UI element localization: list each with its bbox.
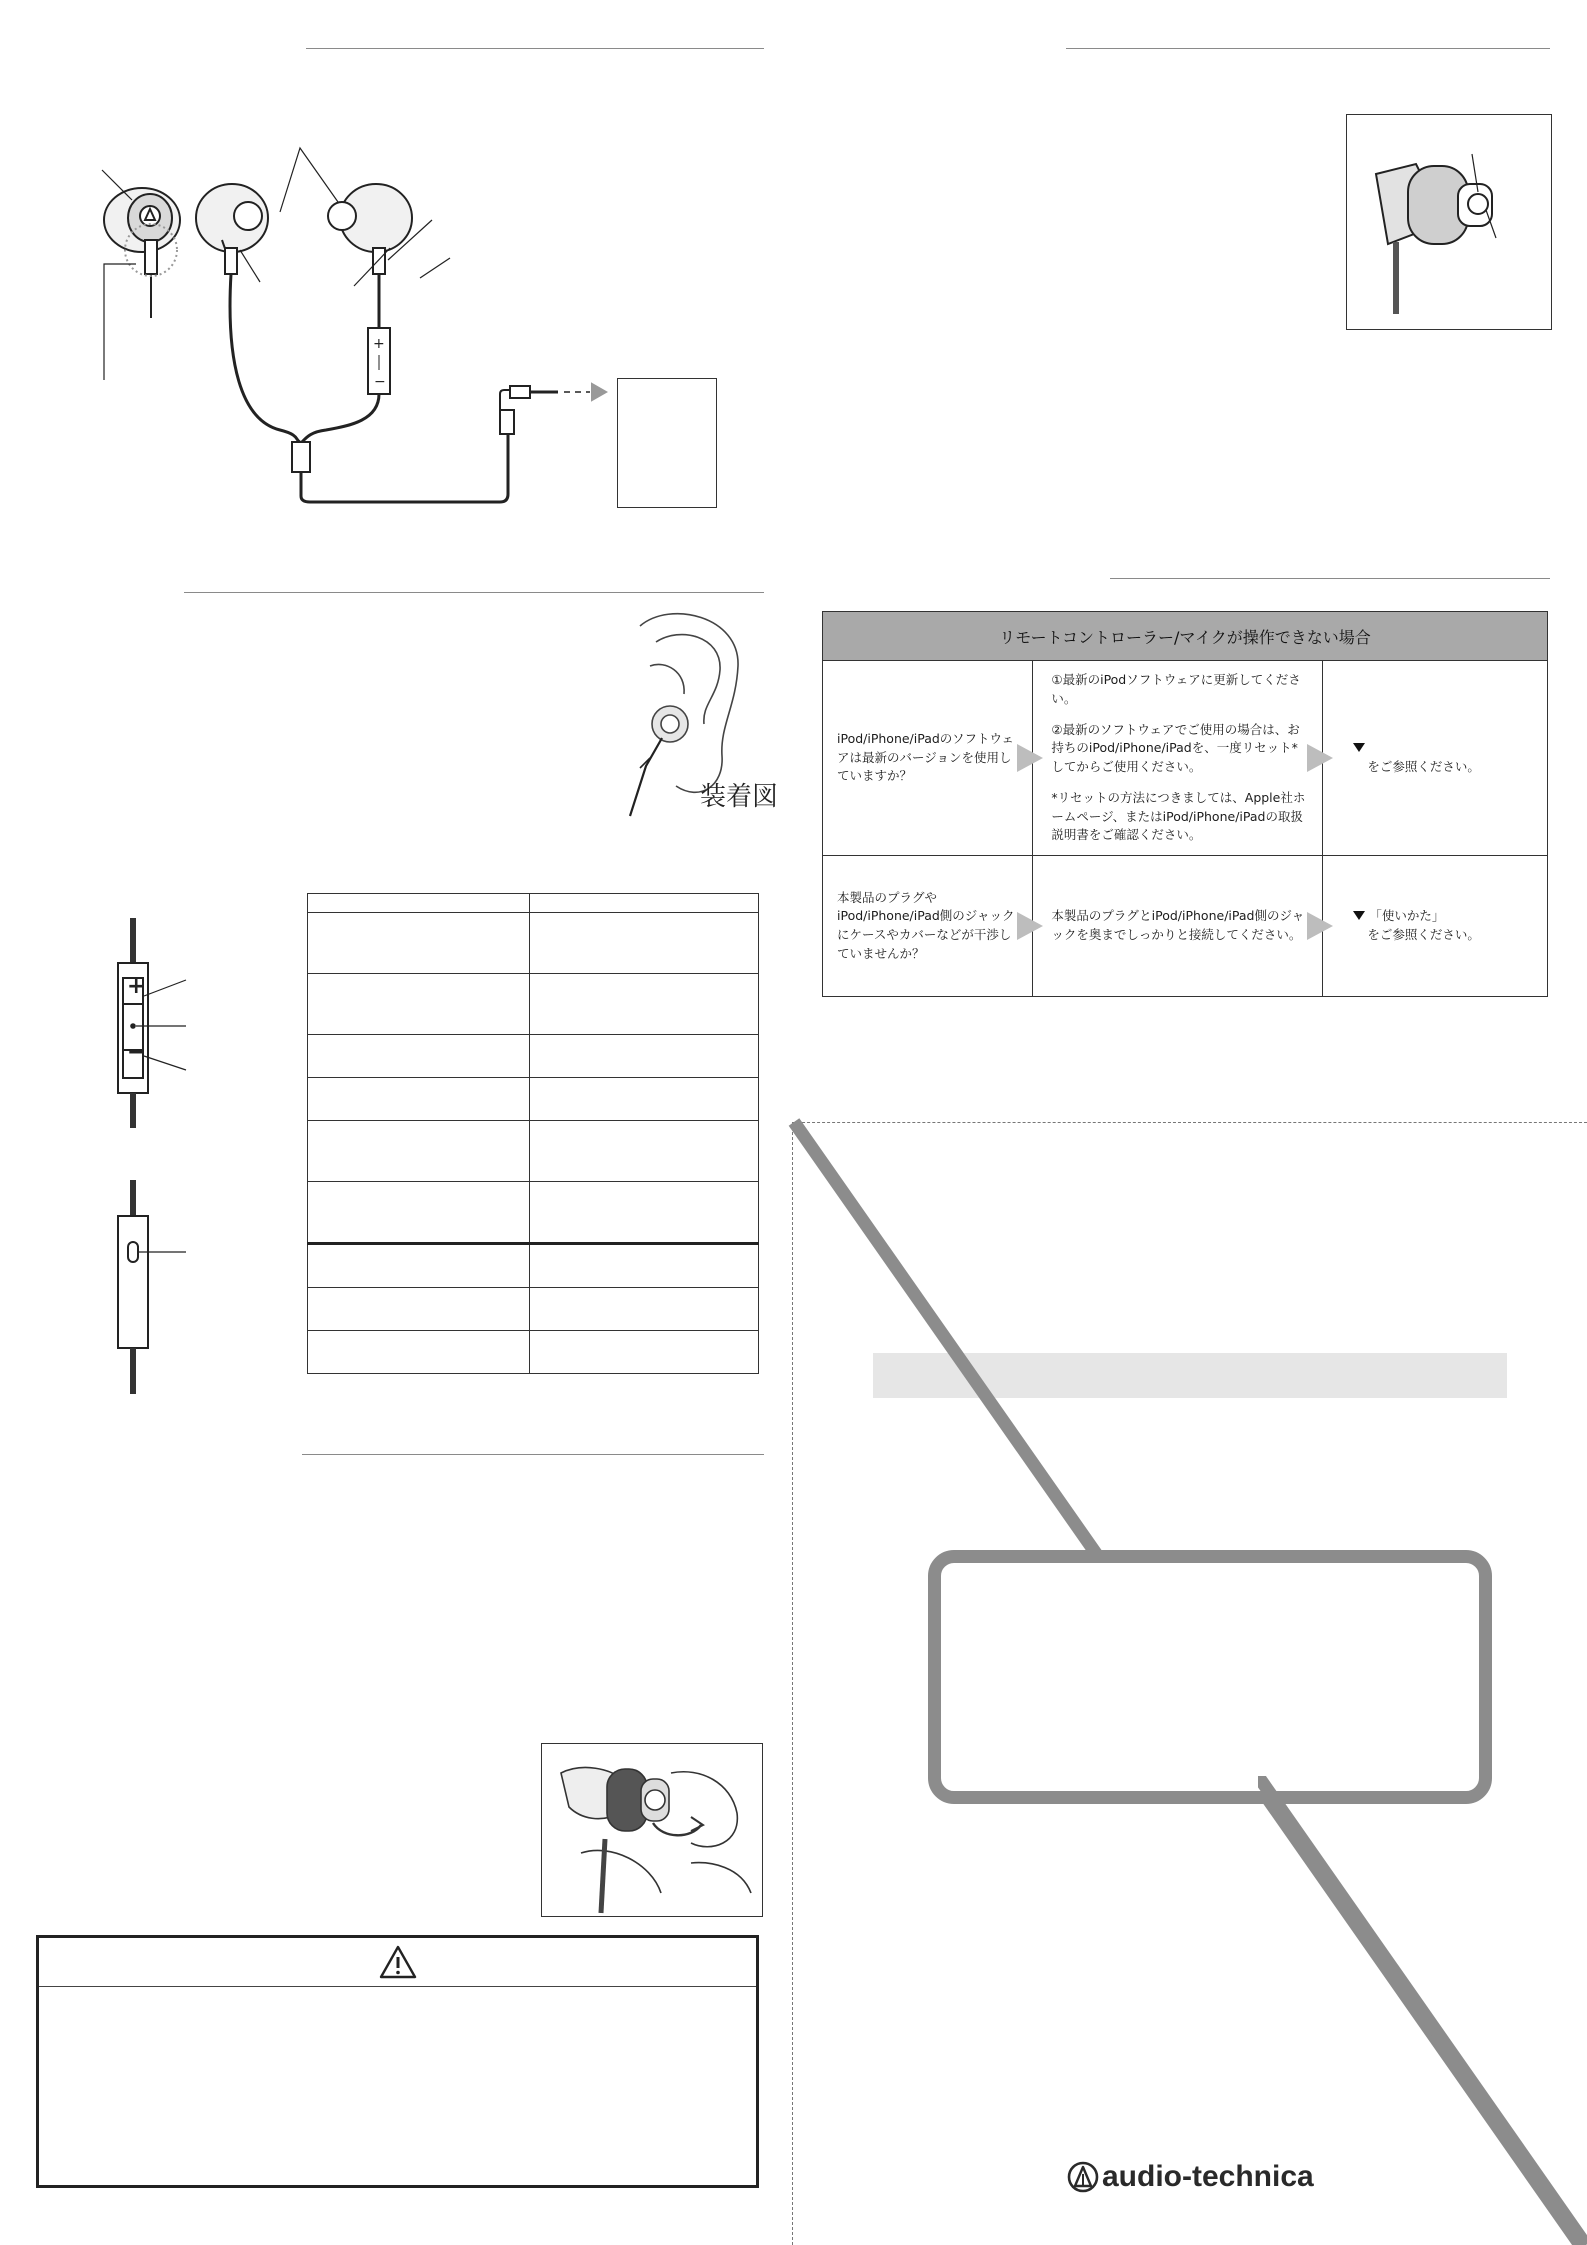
- brand-logo: [1066, 2160, 1314, 2194]
- answer-line: ②最新のソフトウェアでご使用の場合は、お持ちのiPod/iPhone/iPadを、一度リセット*してからご使用ください。: [1051, 721, 1300, 774]
- table-row: [308, 1244, 759, 1288]
- reference-cell: [1323, 856, 1548, 997]
- table-row: [308, 1182, 759, 1244]
- table-row: [308, 1121, 759, 1182]
- eartip-replacement-illustration: [541, 1743, 763, 1917]
- warning-header: [39, 1938, 756, 1987]
- table-row: [308, 1331, 759, 1374]
- remote-minus-symbol: −: [127, 1040, 146, 1065]
- svg-text:+: +: [373, 336, 385, 352]
- answer-line: ①最新のiPodソフトウェアに更新してください。: [1051, 672, 1301, 706]
- arrow-right-icon: [1307, 912, 1333, 940]
- answer-cell: [1033, 856, 1323, 997]
- reference-prefix: 「使いかた」: [1369, 908, 1445, 924]
- cover-rounded-frame: [928, 1550, 1492, 1804]
- remote-plus-symbol: +: [127, 974, 146, 999]
- brand-name: audio-technica: [1102, 2160, 1314, 2193]
- reference-suffix: をご参照ください。: [1367, 927, 1480, 942]
- reference-mark-icon: [1353, 911, 1365, 920]
- table-row: [308, 894, 759, 913]
- table-row: [308, 1288, 759, 1331]
- svg-text:−: −: [374, 374, 386, 390]
- audio-technica-logo-icon: [1066, 2160, 1100, 2194]
- remote-controller-illustration: [110, 918, 200, 1398]
- table-row: [308, 1035, 759, 1078]
- reference-cell: [1323, 661, 1548, 856]
- question-cell: 本製品のプラグやiPod/iPhone/iPad側のジャックにケースやカバーなどが干渉していませんか？: [823, 856, 1033, 997]
- answer-cell: [1033, 661, 1323, 856]
- answer-note: *リセットの方法につきましては、Apple社ホームページ、またはiPod/iPhone/iPadの取扱説明書をご確認ください。: [1051, 789, 1306, 843]
- wearing-figure-caption: 装着図: [700, 782, 779, 812]
- arrow-right-icon: [1017, 912, 1043, 940]
- table-row: [823, 856, 1548, 997]
- section-rule-troubleshooting: [1110, 578, 1550, 579]
- troubleshooting-table: [822, 611, 1548, 997]
- table-row: [308, 974, 759, 1035]
- answer-line: 本製品のプラグとiPod/iPhone/iPad側のジャックを奥までしっかりと接続してください。: [1051, 908, 1305, 942]
- warning-box: [36, 1935, 759, 2188]
- eartip-closeup-illustration: [1346, 114, 1552, 330]
- arrow-right-icon: [1017, 744, 1043, 772]
- reference-mark-icon: [1353, 743, 1365, 752]
- reference-suffix: をご参照ください。: [1367, 759, 1480, 774]
- warning-triangle-icon: [378, 1944, 418, 1980]
- troubleshooting-title: リモートコントローラー/マイクが操作できない場合: [823, 612, 1548, 661]
- section-rule-features: [306, 48, 764, 49]
- question-cell: iPod/iPhone/iPadのソフトウェアは最新のバージョンを使用していますか？: [823, 661, 1033, 856]
- table-row: [308, 913, 759, 974]
- section-rule-eartips: [302, 1454, 764, 1455]
- table-header-row: [823, 612, 1548, 661]
- table-row: [823, 661, 1548, 856]
- section-rule-wearing: [184, 592, 764, 593]
- remote-operation-table: [307, 893, 759, 1374]
- table-row: [308, 1078, 759, 1121]
- arrow-right-icon: [1307, 744, 1333, 772]
- section-rule-parts: [1066, 48, 1550, 49]
- device-placeholder-box: [617, 378, 717, 508]
